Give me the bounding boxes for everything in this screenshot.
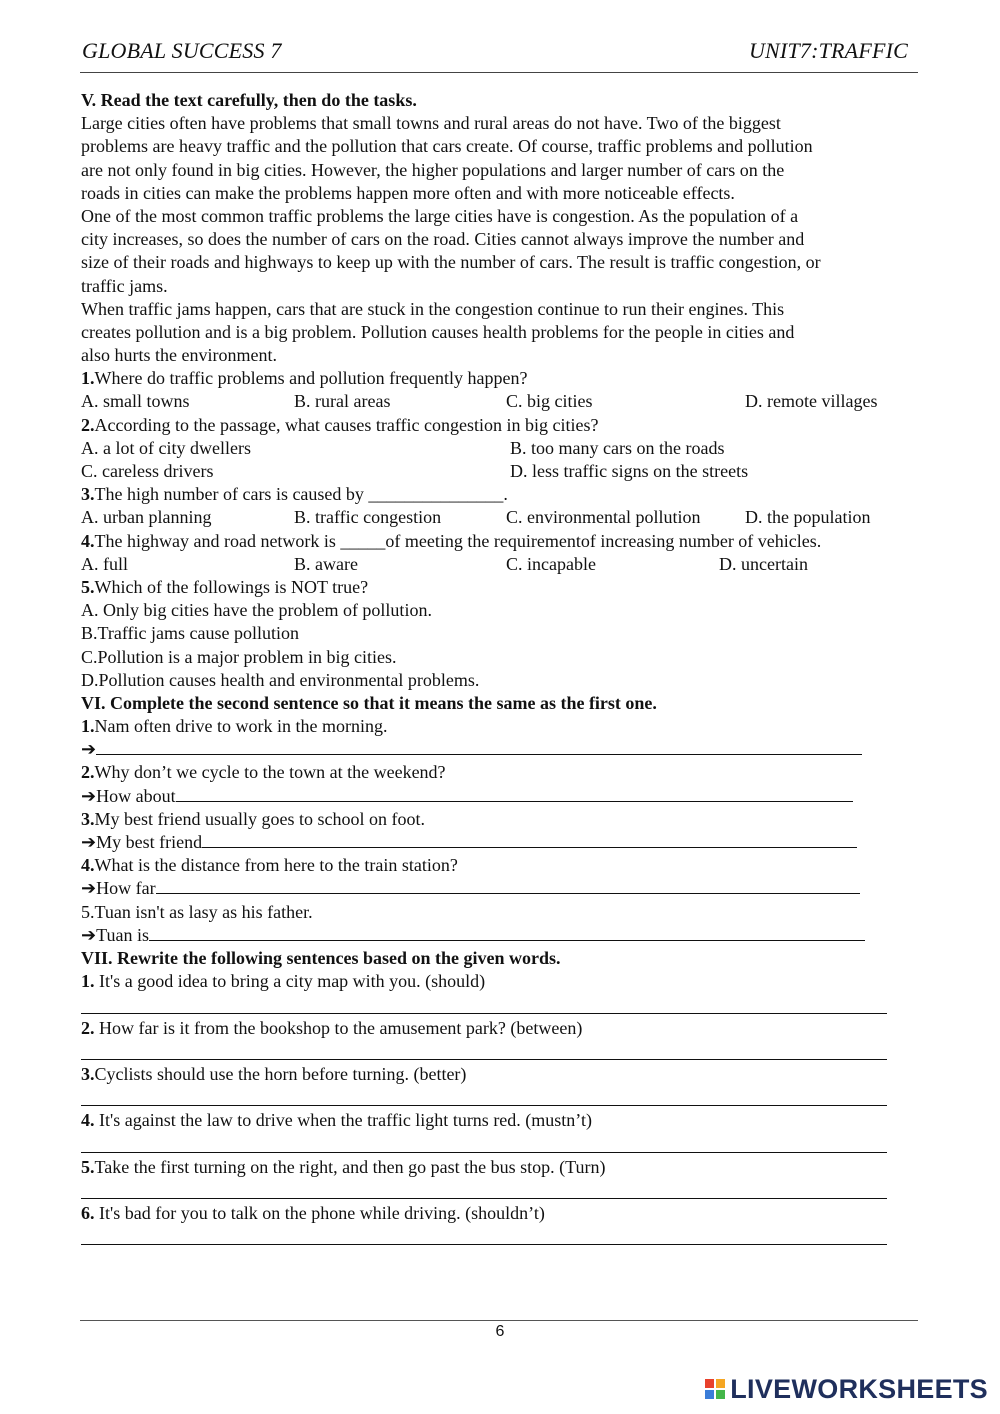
question-4-options: [81, 553, 921, 576]
rewrite-item-3: 3.Cyclists should use the horn before turning. (better): [81, 1063, 467, 1084]
transform-item-2: 2.Why don’t we cycle to the town at the weekend?: [81, 762, 446, 783]
transform-answer-4[interactable]: ➔How far: [81, 877, 921, 900]
rewrite-item-1: 1. It's a good idea to bring a city map with you. (should): [81, 971, 486, 992]
option-d[interactable]: D. less traffic signs on the streets: [510, 461, 749, 481]
arrow-icon: ➔: [81, 832, 97, 852]
passage-line: One of the most common traffic problems the large cities have is congestion. As the population of a: [81, 205, 799, 226]
rewrite-answer-line-5[interactable]: [81, 1179, 921, 1202]
section-5-title: V. Read the text carefully, then do the tasks.: [81, 90, 417, 110]
header-book-title: GLOBAL SUCCESS 7: [82, 38, 282, 63]
passage-line: roads in cities can make the problems happen more often and with more noticeable effects.: [81, 182, 735, 203]
passage-line: size of their roads and highways to keep up with the number of cars. The result is traffic congestion, or: [81, 252, 821, 273]
question-3: 3.The high number of cars is caused by _______________.: [81, 484, 508, 505]
page-number: 6: [495, 1323, 505, 1340]
option-a[interactable]: A. small towns: [81, 391, 190, 412]
option-b[interactable]: B. too many cars on the roads: [510, 437, 725, 458]
option-a[interactable]: A. full: [81, 553, 128, 574]
section-7-title: VII. Rewrite the following sentences based on the given words.: [81, 947, 561, 968]
transform-answer-5[interactable]: ➔Tuan is: [81, 924, 921, 947]
arrow-icon: ➔: [81, 785, 97, 806]
option-b[interactable]: B.Traffic jams cause pollution: [81, 623, 299, 644]
option-d[interactable]: D.Pollution causes health and environmental problems.: [81, 669, 480, 690]
option-c[interactable]: C. incapable: [506, 553, 596, 574]
passage-line: Large cities often have problems that small towns and rural areas do not have. Two of the biggest: [81, 113, 781, 134]
answer-blank[interactable]: [149, 940, 865, 941]
option-a[interactable]: A. urban planning: [81, 507, 212, 528]
page-header: [80, 38, 918, 68]
option-b[interactable]: B. traffic congestion: [294, 507, 442, 528]
section-6-title: VI. Complete the second sentence so that it means the same as the first one.: [81, 692, 657, 713]
footer-divider: [80, 1320, 918, 1321]
arrow-icon: ➔: [81, 924, 97, 945]
option-b[interactable]: B. rural areas: [294, 391, 391, 412]
transform-answer-1[interactable]: [81, 738, 921, 761]
header-divider: [80, 72, 918, 73]
header-unit-title: UNIT7:TRAFFIC: [748, 38, 908, 63]
question-1: 1.Where do traffic problems and pollution frequently happen?: [81, 368, 528, 389]
transform-item-5: 5.Tuan isn't as lasy as his father.: [81, 901, 313, 922]
passage-line: problems are heavy traffic and the pollution that cars create. Of course, traffic problems and pollution: [81, 136, 813, 157]
arrow-icon: ➔: [81, 878, 97, 899]
rewrite-item-5: 5.Take the first turning on the right, and then go past the bus stop. (Turn): [81, 1156, 606, 1177]
option-d[interactable]: D. the population: [745, 507, 871, 528]
transform-answer-3[interactable]: ➔My best friend: [81, 831, 921, 854]
brand-name: LIVEWORKSHEETS: [730, 1373, 988, 1404]
rewrite-item-6: 6. It's bad for you to talk on the phone while driving. (shouldn’t): [81, 1203, 545, 1223]
passage-line: also hurts the environment.: [81, 345, 277, 366]
transform-item-1: 1.Nam often drive to work in the morning.: [81, 716, 388, 737]
passage-line: are not only found in big cities. However, the higher populations and larger number of cars on the: [81, 159, 785, 180]
rewrite-answer-line-3[interactable]: [81, 1086, 921, 1109]
rewrite-answer-line-2[interactable]: [81, 1040, 921, 1063]
transform-item-3: 3.My best friend usually goes to school on foot.: [81, 808, 425, 829]
option-a[interactable]: A. Only big cities have the problem of pollution.: [81, 600, 432, 621]
question-4: 4.The highway and road network is _____of meeting the requirementof increasing number of vehicles.: [81, 530, 822, 551]
transform-answer-2[interactable]: ➔How about: [81, 785, 921, 808]
option-c[interactable]: C. careless drivers: [81, 461, 214, 481]
answer-blank[interactable]: [176, 801, 853, 802]
question-2: 2.According to the passage, what causes traffic congestion in big cities?: [81, 414, 599, 435]
worksheet-content: [81, 89, 921, 1248]
rewrite-answer-line-6[interactable]: [81, 1225, 921, 1248]
passage-line: creates pollution and is a big problem. Pollution causes health problems for the people in cities and: [81, 321, 795, 342]
transform-item-4: 4.What is the distance from here to the train station?: [81, 855, 458, 876]
question-3-options: [81, 506, 921, 529]
arrow-icon: ➔: [81, 739, 97, 760]
rewrite-item-4: 4. It's against the law to drive when the traffic light turns red. (mustn’t): [81, 1110, 592, 1131]
passage-line: When traffic jams happen, cars that are stuck in the congestion continue to run their engines. This: [81, 298, 785, 319]
liveworksheets-logo-icon: [705, 1377, 727, 1401]
answer-blank[interactable]: [202, 847, 857, 848]
passage-line: traffic jams.: [81, 275, 168, 296]
rewrite-answer-line-4[interactable]: [81, 1132, 921, 1155]
answer-blank[interactable]: [96, 754, 862, 755]
question-5: 5.Which of the followings is NOT true?: [81, 576, 369, 597]
option-c[interactable]: C.Pollution is a major problem in big cities.: [81, 646, 397, 667]
reading-passage: [81, 112, 921, 367]
option-b[interactable]: B. aware: [294, 553, 358, 574]
option-d[interactable]: D. remote villages: [745, 391, 878, 412]
answer-blank[interactable]: [156, 893, 860, 894]
option-d[interactable]: D. uncertain: [719, 553, 808, 574]
rewrite-item-2: 2. How far is it from the bookshop to the amusement park? (between): [81, 1017, 583, 1038]
question-2-options-cd: [81, 460, 921, 483]
option-c[interactable]: C. big cities: [506, 391, 593, 412]
rewrite-answer-line-1[interactable]: [81, 993, 921, 1016]
passage-line: city increases, so does the number of cars on the road. Cities cannot always improve the number and: [81, 229, 805, 250]
question-1-options: [81, 390, 921, 413]
option-a[interactable]: A. a lot of city dwellers: [81, 437, 251, 458]
option-c[interactable]: C. environmental pollution: [506, 507, 701, 528]
liveworksheets-brand[interactable]: [705, 1374, 988, 1404]
question-2-options-ab: [81, 437, 921, 460]
